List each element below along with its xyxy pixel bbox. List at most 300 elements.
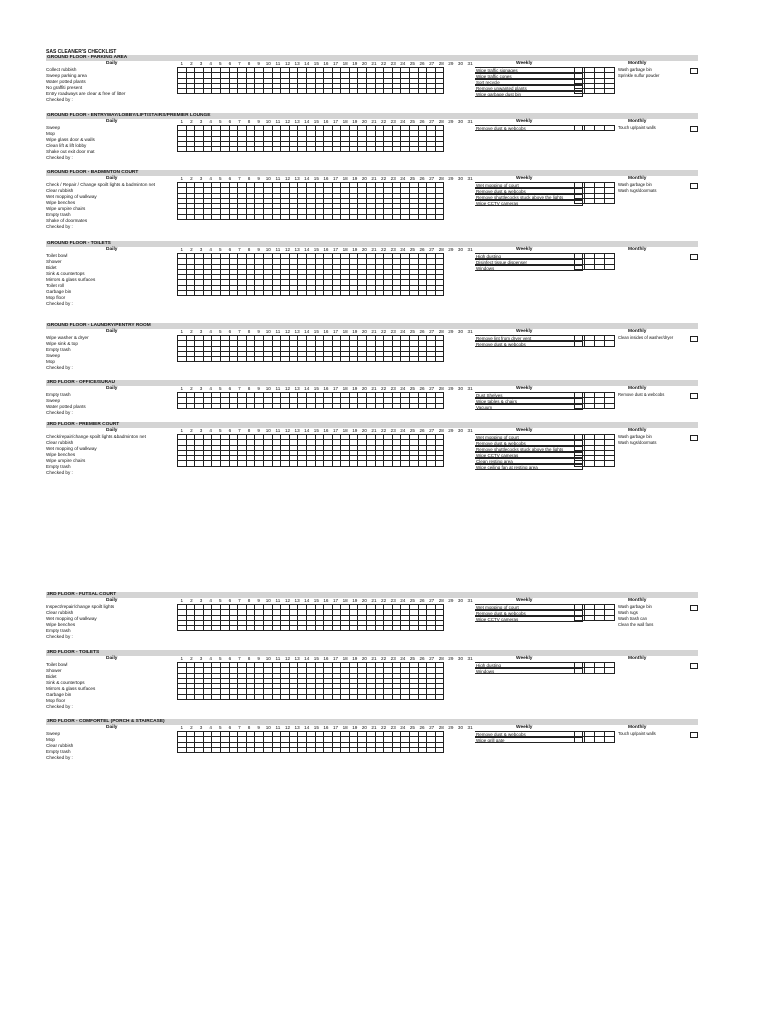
weekly-check-cell[interactable] <box>595 737 605 742</box>
daily-check-cell[interactable] <box>272 147 281 152</box>
weekly-check-cell[interactable] <box>595 403 605 408</box>
daily-check-cell[interactable] <box>401 89 410 94</box>
daily-check-cell[interactable] <box>272 403 281 408</box>
daily-check-cell[interactable] <box>315 747 324 752</box>
daily-check-cell[interactable] <box>238 89 247 94</box>
weekly-check-cell[interactable] <box>585 89 595 94</box>
daily-check-cell[interactable] <box>238 747 247 752</box>
daily-check-cell[interactable] <box>324 461 333 466</box>
daily-check-cell[interactable] <box>178 291 187 296</box>
daily-check-cell[interactable] <box>203 747 212 752</box>
daily-check-cell[interactable] <box>324 89 333 94</box>
daily-check-cell[interactable] <box>238 214 247 219</box>
daily-check-cell[interactable] <box>367 147 376 152</box>
daily-check-cell[interactable] <box>332 747 341 752</box>
daily-check-cell[interactable] <box>418 626 427 631</box>
daily-check-cell[interactable] <box>306 461 315 466</box>
daily-check-cell[interactable] <box>220 747 229 752</box>
daily-check-cell[interactable] <box>410 147 419 152</box>
daily-check-cell[interactable] <box>401 747 410 752</box>
daily-check-cell[interactable] <box>281 147 290 152</box>
daily-check-cell[interactable] <box>289 89 298 94</box>
daily-check-cell[interactable] <box>349 747 358 752</box>
daily-check-cell[interactable] <box>263 403 272 408</box>
daily-check-cell[interactable] <box>298 626 307 631</box>
daily-check-cell[interactable] <box>229 403 238 408</box>
daily-check-cell[interactable] <box>298 694 307 699</box>
daily-check-cell[interactable] <box>341 747 350 752</box>
weekly-check-cell[interactable] <box>575 126 585 131</box>
daily-check-cell[interactable] <box>410 626 419 631</box>
daily-check-cell[interactable] <box>195 461 204 466</box>
daily-check-cell[interactable] <box>272 461 281 466</box>
daily-check-cell[interactable] <box>195 147 204 152</box>
daily-check-cell[interactable] <box>246 694 255 699</box>
daily-check-cell[interactable] <box>212 214 221 219</box>
daily-check-cell[interactable] <box>246 403 255 408</box>
daily-check-cell[interactable] <box>186 694 195 699</box>
daily-check-cell[interactable] <box>332 461 341 466</box>
daily-check-cell[interactable] <box>418 403 427 408</box>
daily-check-cell[interactable] <box>392 694 401 699</box>
daily-check-cell[interactable] <box>324 747 333 752</box>
daily-check-cell[interactable] <box>427 147 436 152</box>
daily-check-cell[interactable] <box>212 694 221 699</box>
daily-check-cell[interactable] <box>246 461 255 466</box>
daily-check-cell[interactable] <box>392 214 401 219</box>
daily-check-cell[interactable] <box>427 626 436 631</box>
daily-check-cell[interactable] <box>186 357 195 362</box>
daily-check-cell[interactable] <box>195 694 204 699</box>
daily-check-cell[interactable] <box>238 357 247 362</box>
daily-check-cell[interactable] <box>375 626 384 631</box>
daily-check-cell[interactable] <box>203 357 212 362</box>
daily-check-cell[interactable] <box>375 747 384 752</box>
weekly-check-cell[interactable] <box>585 341 595 346</box>
daily-check-cell[interactable] <box>289 461 298 466</box>
daily-check-cell[interactable] <box>324 403 333 408</box>
daily-check-cell[interactable] <box>212 147 221 152</box>
daily-check-cell[interactable] <box>212 626 221 631</box>
daily-check-cell[interactable] <box>367 626 376 631</box>
daily-check-cell[interactable] <box>212 747 221 752</box>
daily-check-cell[interactable] <box>341 626 350 631</box>
daily-check-cell[interactable] <box>255 214 264 219</box>
daily-check-cell[interactable] <box>186 291 195 296</box>
daily-check-cell[interactable] <box>332 403 341 408</box>
daily-check-cell[interactable] <box>195 626 204 631</box>
daily-check-cell[interactable] <box>332 89 341 94</box>
daily-check-cell[interactable] <box>203 214 212 219</box>
daily-check-cell[interactable] <box>401 694 410 699</box>
daily-check-cell[interactable] <box>255 626 264 631</box>
monthly-checkbox[interactable] <box>690 732 698 738</box>
daily-check-cell[interactable] <box>392 403 401 408</box>
daily-check-cell[interactable] <box>186 461 195 466</box>
daily-check-cell[interactable] <box>246 357 255 362</box>
daily-check-cell[interactable] <box>238 626 247 631</box>
daily-check-cell[interactable] <box>358 291 367 296</box>
daily-check-cell[interactable] <box>315 291 324 296</box>
daily-check-cell[interactable] <box>229 357 238 362</box>
weekly-check-cell[interactable] <box>595 341 605 346</box>
weekly-check-cell[interactable] <box>585 264 595 269</box>
weekly-check-cell[interactable] <box>595 126 605 131</box>
daily-check-cell[interactable] <box>263 89 272 94</box>
daily-check-cell[interactable] <box>332 214 341 219</box>
daily-check-cell[interactable] <box>332 626 341 631</box>
weekly-check-cell[interactable] <box>595 89 605 94</box>
daily-check-cell[interactable] <box>220 626 229 631</box>
daily-check-cell[interactable] <box>255 694 264 699</box>
daily-check-cell[interactable] <box>298 291 307 296</box>
daily-check-cell[interactable] <box>349 357 358 362</box>
weekly-check-cell[interactable] <box>605 461 615 466</box>
weekly-check-cell[interactable] <box>575 461 585 466</box>
weekly-check-cell[interactable] <box>575 737 585 742</box>
daily-check-cell[interactable] <box>289 291 298 296</box>
daily-check-cell[interactable] <box>427 89 436 94</box>
weekly-check-cell[interactable] <box>585 126 595 131</box>
daily-check-cell[interactable] <box>229 214 238 219</box>
daily-check-cell[interactable] <box>281 694 290 699</box>
daily-check-cell[interactable] <box>418 214 427 219</box>
daily-check-cell[interactable] <box>255 89 264 94</box>
monthly-checkbox[interactable] <box>690 254 698 260</box>
daily-check-cell[interactable] <box>229 147 238 152</box>
daily-check-cell[interactable] <box>384 626 393 631</box>
daily-check-cell[interactable] <box>246 89 255 94</box>
daily-check-cell[interactable] <box>384 89 393 94</box>
daily-check-cell[interactable] <box>238 694 247 699</box>
daily-check-cell[interactable] <box>367 357 376 362</box>
daily-check-cell[interactable] <box>281 461 290 466</box>
daily-check-cell[interactable] <box>315 357 324 362</box>
daily-check-cell[interactable] <box>410 89 419 94</box>
daily-check-cell[interactable] <box>178 694 187 699</box>
daily-check-cell[interactable] <box>238 147 247 152</box>
daily-check-cell[interactable] <box>375 357 384 362</box>
daily-check-cell[interactable] <box>263 214 272 219</box>
daily-check-cell[interactable] <box>410 747 419 752</box>
daily-check-cell[interactable] <box>324 291 333 296</box>
daily-check-cell[interactable] <box>384 291 393 296</box>
daily-check-cell[interactable] <box>418 89 427 94</box>
daily-check-cell[interactable] <box>178 626 187 631</box>
daily-check-cell[interactable] <box>298 147 307 152</box>
daily-check-cell[interactable] <box>375 461 384 466</box>
daily-check-cell[interactable] <box>229 89 238 94</box>
daily-check-cell[interactable] <box>435 214 444 219</box>
daily-check-cell[interactable] <box>255 147 264 152</box>
daily-check-cell[interactable] <box>435 147 444 152</box>
daily-check-cell[interactable] <box>263 626 272 631</box>
daily-check-cell[interactable] <box>255 291 264 296</box>
daily-check-cell[interactable] <box>367 461 376 466</box>
daily-check-cell[interactable] <box>281 214 290 219</box>
daily-check-cell[interactable] <box>178 747 187 752</box>
daily-check-cell[interactable] <box>435 291 444 296</box>
weekly-check-cell[interactable] <box>575 668 585 673</box>
daily-check-cell[interactable] <box>358 214 367 219</box>
daily-check-cell[interactable] <box>315 403 324 408</box>
weekly-check-cell[interactable] <box>585 615 595 620</box>
weekly-check-cell[interactable] <box>605 89 615 94</box>
daily-check-cell[interactable] <box>384 214 393 219</box>
weekly-check-cell[interactable] <box>585 198 595 203</box>
daily-check-cell[interactable] <box>306 291 315 296</box>
daily-check-cell[interactable] <box>212 291 221 296</box>
daily-check-cell[interactable] <box>306 747 315 752</box>
daily-check-cell[interactable] <box>238 291 247 296</box>
daily-check-cell[interactable] <box>418 461 427 466</box>
daily-check-cell[interactable] <box>255 461 264 466</box>
monthly-checkbox[interactable] <box>690 336 698 342</box>
daily-check-cell[interactable] <box>289 626 298 631</box>
daily-check-cell[interactable] <box>324 214 333 219</box>
daily-check-cell[interactable] <box>289 694 298 699</box>
daily-check-cell[interactable] <box>186 403 195 408</box>
daily-check-cell[interactable] <box>229 626 238 631</box>
daily-check-cell[interactable] <box>341 357 350 362</box>
daily-check-cell[interactable] <box>410 291 419 296</box>
daily-check-cell[interactable] <box>315 694 324 699</box>
daily-check-cell[interactable] <box>358 747 367 752</box>
daily-check-cell[interactable] <box>178 147 187 152</box>
weekly-check-cell[interactable] <box>575 403 585 408</box>
weekly-check-cell[interactable] <box>595 615 605 620</box>
daily-check-cell[interactable] <box>203 694 212 699</box>
monthly-checkbox[interactable] <box>690 126 698 132</box>
daily-check-cell[interactable] <box>203 403 212 408</box>
daily-check-cell[interactable] <box>315 89 324 94</box>
daily-check-cell[interactable] <box>298 89 307 94</box>
daily-check-cell[interactable] <box>220 291 229 296</box>
daily-check-cell[interactable] <box>384 694 393 699</box>
daily-check-cell[interactable] <box>272 747 281 752</box>
weekly-check-cell[interactable] <box>595 264 605 269</box>
daily-check-cell[interactable] <box>203 147 212 152</box>
daily-check-cell[interactable] <box>272 291 281 296</box>
weekly-check-cell[interactable] <box>575 264 585 269</box>
weekly-check-cell[interactable] <box>585 737 595 742</box>
daily-check-cell[interactable] <box>418 694 427 699</box>
daily-check-cell[interactable] <box>195 403 204 408</box>
daily-check-cell[interactable] <box>178 357 187 362</box>
daily-check-cell[interactable] <box>263 357 272 362</box>
weekly-check-cell[interactable] <box>605 668 615 673</box>
daily-check-cell[interactable] <box>401 357 410 362</box>
daily-check-cell[interactable] <box>212 357 221 362</box>
daily-check-cell[interactable] <box>289 147 298 152</box>
daily-check-cell[interactable] <box>324 147 333 152</box>
daily-check-cell[interactable] <box>349 694 358 699</box>
daily-check-cell[interactable] <box>358 89 367 94</box>
daily-check-cell[interactable] <box>375 214 384 219</box>
daily-check-cell[interactable] <box>367 747 376 752</box>
daily-check-cell[interactable] <box>306 694 315 699</box>
daily-check-cell[interactable] <box>367 291 376 296</box>
daily-check-cell[interactable] <box>410 694 419 699</box>
daily-check-cell[interactable] <box>427 694 436 699</box>
daily-check-cell[interactable] <box>410 461 419 466</box>
daily-check-cell[interactable] <box>358 403 367 408</box>
weekly-check-cell[interactable] <box>595 461 605 466</box>
daily-check-cell[interactable] <box>306 357 315 362</box>
daily-check-cell[interactable] <box>427 214 436 219</box>
daily-check-cell[interactable] <box>332 694 341 699</box>
daily-check-cell[interactable] <box>289 403 298 408</box>
daily-check-cell[interactable] <box>289 747 298 752</box>
daily-check-cell[interactable] <box>229 461 238 466</box>
daily-check-cell[interactable] <box>306 89 315 94</box>
daily-check-cell[interactable] <box>435 89 444 94</box>
daily-check-cell[interactable] <box>401 403 410 408</box>
daily-check-cell[interactable] <box>263 291 272 296</box>
daily-check-cell[interactable] <box>220 403 229 408</box>
daily-check-cell[interactable] <box>203 461 212 466</box>
weekly-check-cell[interactable] <box>605 403 615 408</box>
daily-check-cell[interactable] <box>332 147 341 152</box>
daily-check-cell[interactable] <box>341 694 350 699</box>
daily-check-cell[interactable] <box>401 461 410 466</box>
weekly-check-cell[interactable] <box>605 341 615 346</box>
daily-check-cell[interactable] <box>186 626 195 631</box>
daily-check-cell[interactable] <box>427 461 436 466</box>
daily-check-cell[interactable] <box>306 403 315 408</box>
daily-check-cell[interactable] <box>418 747 427 752</box>
daily-check-cell[interactable] <box>289 357 298 362</box>
weekly-check-cell[interactable] <box>605 198 615 203</box>
daily-check-cell[interactable] <box>272 89 281 94</box>
daily-check-cell[interactable] <box>367 214 376 219</box>
daily-check-cell[interactable] <box>281 747 290 752</box>
weekly-check-cell[interactable] <box>575 341 585 346</box>
daily-check-cell[interactable] <box>341 461 350 466</box>
daily-check-cell[interactable] <box>212 403 221 408</box>
daily-check-cell[interactable] <box>195 357 204 362</box>
daily-check-cell[interactable] <box>392 747 401 752</box>
daily-check-cell[interactable] <box>427 357 436 362</box>
daily-check-cell[interactable] <box>315 214 324 219</box>
daily-check-cell[interactable] <box>435 461 444 466</box>
daily-check-cell[interactable] <box>315 147 324 152</box>
monthly-checkbox[interactable] <box>690 435 698 441</box>
daily-check-cell[interactable] <box>427 291 436 296</box>
daily-check-cell[interactable] <box>435 403 444 408</box>
daily-check-cell[interactable] <box>246 147 255 152</box>
daily-check-cell[interactable] <box>410 214 419 219</box>
daily-check-cell[interactable] <box>186 147 195 152</box>
daily-check-cell[interactable] <box>298 403 307 408</box>
daily-check-cell[interactable] <box>341 89 350 94</box>
daily-check-cell[interactable] <box>410 403 419 408</box>
daily-check-cell[interactable] <box>255 357 264 362</box>
daily-check-cell[interactable] <box>315 626 324 631</box>
daily-check-cell[interactable] <box>238 403 247 408</box>
weekly-check-cell[interactable] <box>585 668 595 673</box>
daily-check-cell[interactable] <box>375 694 384 699</box>
daily-check-cell[interactable] <box>427 747 436 752</box>
daily-check-cell[interactable] <box>324 694 333 699</box>
daily-check-cell[interactable] <box>178 403 187 408</box>
daily-check-cell[interactable] <box>229 291 238 296</box>
daily-check-cell[interactable] <box>392 626 401 631</box>
daily-check-cell[interactable] <box>178 89 187 94</box>
daily-check-cell[interactable] <box>220 89 229 94</box>
daily-check-cell[interactable] <box>375 89 384 94</box>
daily-check-cell[interactable] <box>349 403 358 408</box>
daily-check-cell[interactable] <box>375 403 384 408</box>
daily-check-cell[interactable] <box>332 357 341 362</box>
daily-check-cell[interactable] <box>212 89 221 94</box>
weekly-check-cell[interactable] <box>595 668 605 673</box>
daily-check-cell[interactable] <box>375 291 384 296</box>
daily-check-cell[interactable] <box>418 147 427 152</box>
daily-check-cell[interactable] <box>358 461 367 466</box>
weekly-check-cell[interactable] <box>585 403 595 408</box>
daily-check-cell[interactable] <box>349 89 358 94</box>
daily-check-cell[interactable] <box>384 747 393 752</box>
daily-check-cell[interactable] <box>272 694 281 699</box>
daily-check-cell[interactable] <box>315 461 324 466</box>
daily-check-cell[interactable] <box>195 747 204 752</box>
daily-check-cell[interactable] <box>384 147 393 152</box>
weekly-check-cell[interactable] <box>605 126 615 131</box>
daily-check-cell[interactable] <box>263 747 272 752</box>
daily-check-cell[interactable] <box>281 626 290 631</box>
daily-check-cell[interactable] <box>349 291 358 296</box>
daily-check-cell[interactable] <box>341 214 350 219</box>
daily-check-cell[interactable] <box>349 214 358 219</box>
daily-check-cell[interactable] <box>392 147 401 152</box>
daily-check-cell[interactable] <box>298 461 307 466</box>
daily-check-cell[interactable] <box>401 626 410 631</box>
daily-check-cell[interactable] <box>401 291 410 296</box>
daily-check-cell[interactable] <box>392 89 401 94</box>
weekly-check-cell[interactable] <box>595 198 605 203</box>
daily-check-cell[interactable] <box>289 214 298 219</box>
daily-check-cell[interactable] <box>384 403 393 408</box>
daily-check-cell[interactable] <box>195 291 204 296</box>
daily-check-cell[interactable] <box>384 357 393 362</box>
monthly-checkbox[interactable] <box>690 393 698 399</box>
weekly-check-cell[interactable] <box>605 264 615 269</box>
daily-check-cell[interactable] <box>195 214 204 219</box>
weekly-check-cell[interactable] <box>605 615 615 620</box>
daily-check-cell[interactable] <box>392 357 401 362</box>
daily-check-cell[interactable] <box>281 403 290 408</box>
daily-check-cell[interactable] <box>306 626 315 631</box>
daily-check-cell[interactable] <box>229 747 238 752</box>
daily-check-cell[interactable] <box>263 461 272 466</box>
daily-check-cell[interactable] <box>418 357 427 362</box>
monthly-checkbox[interactable] <box>690 663 698 669</box>
daily-check-cell[interactable] <box>272 626 281 631</box>
daily-check-cell[interactable] <box>255 747 264 752</box>
daily-check-cell[interactable] <box>186 214 195 219</box>
daily-check-cell[interactable] <box>263 694 272 699</box>
daily-check-cell[interactable] <box>178 461 187 466</box>
daily-check-cell[interactable] <box>246 747 255 752</box>
weekly-check-cell[interactable] <box>585 461 595 466</box>
daily-check-cell[interactable] <box>186 747 195 752</box>
daily-check-cell[interactable] <box>220 147 229 152</box>
daily-check-cell[interactable] <box>306 214 315 219</box>
daily-check-cell[interactable] <box>255 403 264 408</box>
daily-check-cell[interactable] <box>358 694 367 699</box>
daily-check-cell[interactable] <box>203 89 212 94</box>
